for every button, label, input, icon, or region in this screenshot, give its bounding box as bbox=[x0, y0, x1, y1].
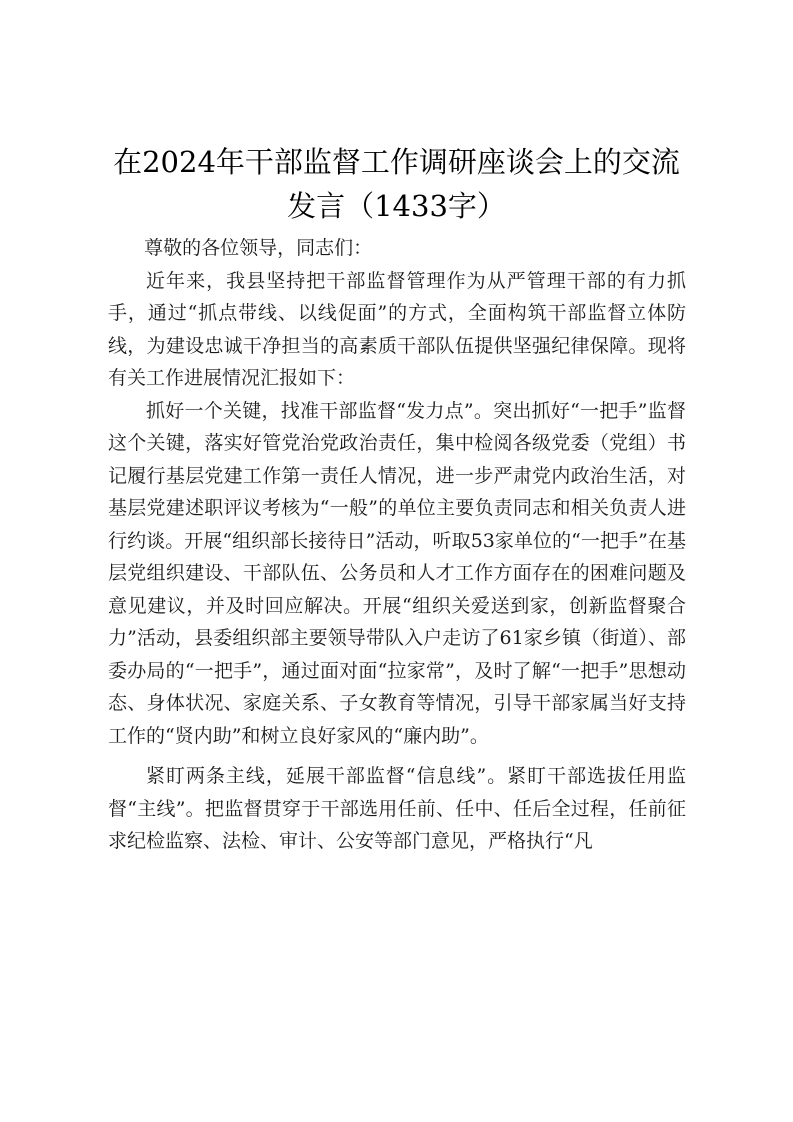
greeting: 尊敬的各位领导，同志们： bbox=[144, 237, 373, 259]
document-title bbox=[100, 140, 693, 228]
title-line-2: 发言（1433字） bbox=[287, 189, 506, 223]
document-body bbox=[108, 232, 686, 858]
paragraph-two-lines: 紧盯两条主线，延展干部监督“信息线”。紧盯干部选拔任用监督“主线”。把监督贯穿于干部选用任前、任中、任后全过程，任前征求纪检监察、法检、审计、公安等部门意见，严格执行“凡 bbox=[108, 765, 686, 852]
paragraph-key-point: 抓好一个关键，找准干部监督“发力点”。突出抓好“一把手”监督这个关键，落实好管党治党政治责任，集中检阅各级党委（党组）书记履行基层党建工作第一责任人情况，进一步严肃党内政治生活，对基层党建述职评议考核为“一般”的单位主要负责同志和相关负责人进行约谈。开展“组织部长接待日”活动，听取53家单位的“一把手”在基层党组织建设、干部队伍、公务员和人才工作方面存在的困难问题及意见建议，并及时回应解决。开展“组织关爱送到家，创新监督聚合力”活动，县委组织部主要领导带队入户走访了61家乡镇（街道）、部委办局的“一把手”，通过面对面“拉家常”，及时了解“一把手”思想动态、身体状况、家庭关系、子女教育等情况，引导干部家属当好支持工作的“贤内助”和树立良好家风的“廉内助”。 bbox=[108, 399, 686, 747]
paragraph-intro: 近年来，我县坚持把干部监督管理作为从严管理干部的有力抓手，通过“抓点带线、以线促面”的方式，全面构筑干部监督立体防线，为建设忠诚干净担当的高素质干部队伍提供坚强纪律保障。现将有关工作进展情况汇报如下： bbox=[108, 269, 686, 389]
title-line-1: 在2024年干部监督工作调研座谈会上的交流 bbox=[113, 145, 680, 179]
